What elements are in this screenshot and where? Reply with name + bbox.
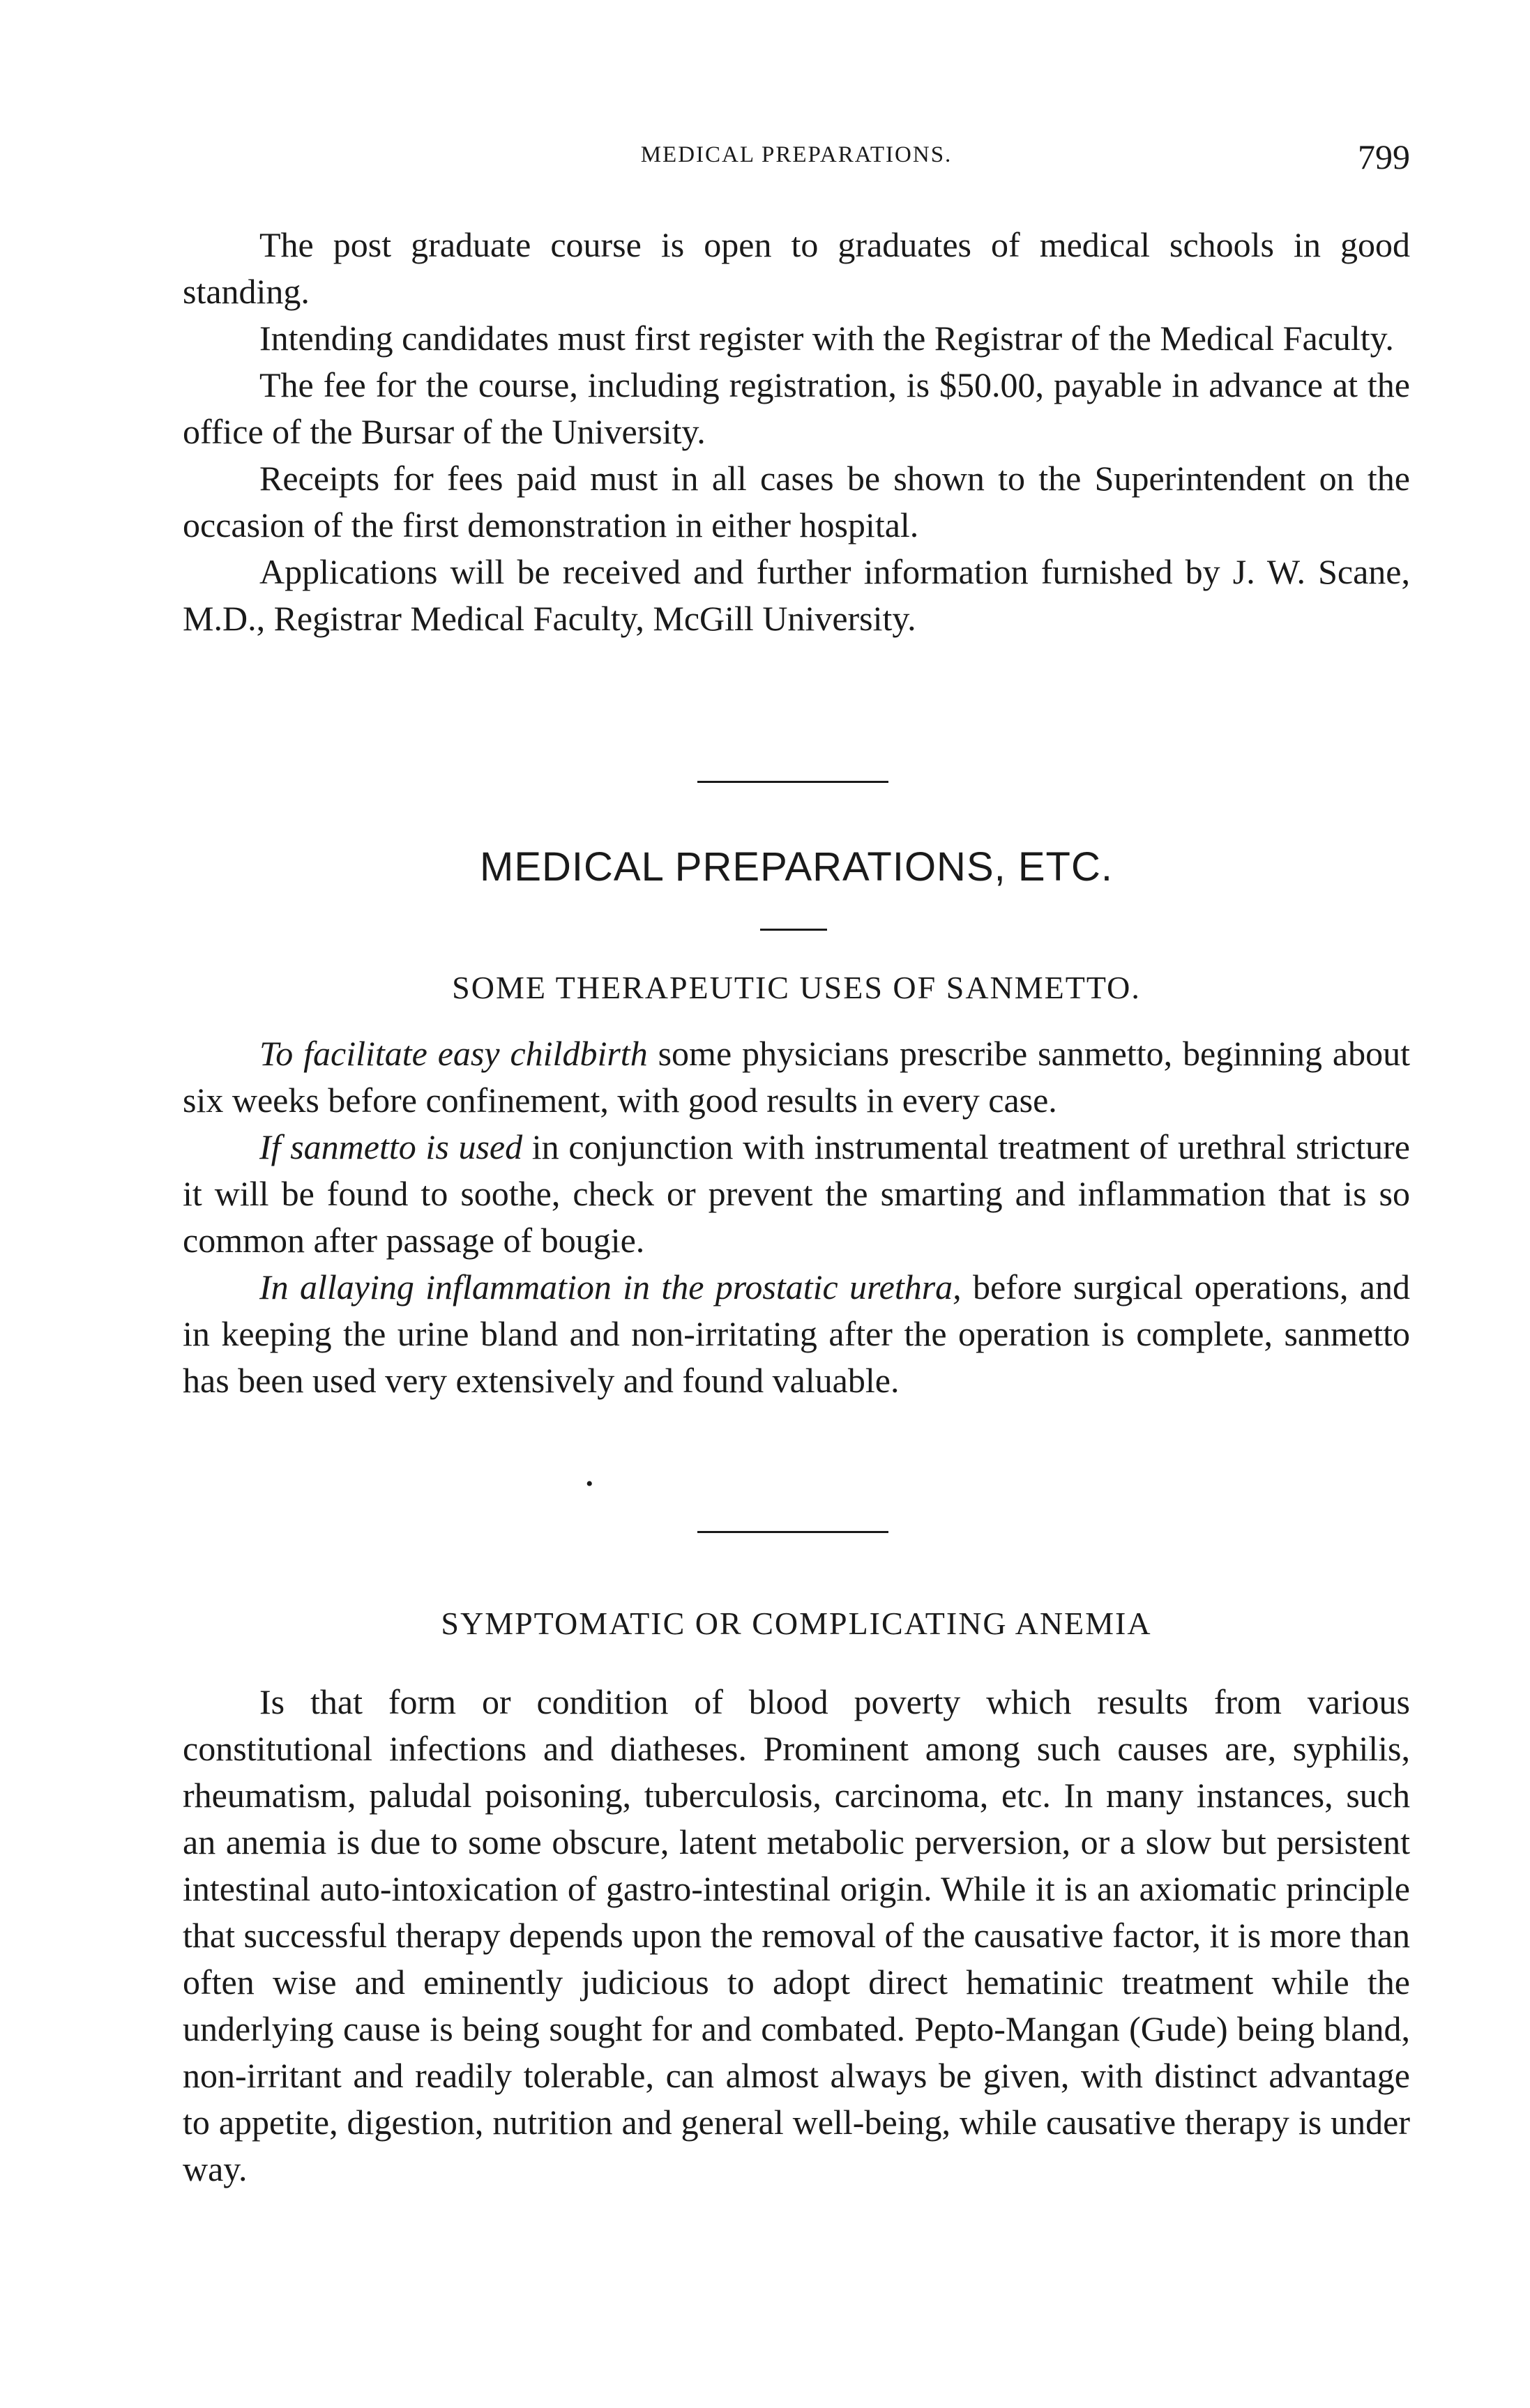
anemia-heading: SYMPTOMATIC OR COMPLICATING ANEMIA bbox=[441, 1606, 1152, 1641]
running-header bbox=[183, 137, 1410, 185]
anemia-paragraph: Is that form or condition of blood poverty which results from various constitutional infections and diatheses. Prominent among such causes are, syphilis, rheumatism, paludal poisoning, tuberculosis, carcinoma, etc. In many instances, such an anemia is due to some obscure, latent metabolic perversion, or a slow but persistent intestinal auto-intoxication of gastro-intestinal origin. While it is an axiomatic principle that successful therapy depends upon the removal of the causative factor, it is more than often wise and eminently judicious to adopt direct hematinic treatment while the underlying cause is being sought for and combated. Pepto-Mangan (Gude) being bland, non-irritant and readily tolerable, can almost always be given, with distinct advantage to appetite, digestion, nutrition and general well-being, while causative therapy is under way. bbox=[183, 1682, 1410, 2188]
sanmetto-paragraph bbox=[183, 1124, 1410, 1264]
paragraph-body: in conjunction with instrumental treatment of urethral stricture it will be found to soothe, check or prevent the smarting and inflammation that is so common after passage of bougie. bbox=[183, 1127, 1410, 1260]
sanmetto-paragraph bbox=[183, 1030, 1410, 1124]
anemia-text bbox=[183, 1679, 1410, 2193]
intro-text bbox=[183, 222, 1410, 642]
paragraph-body: before surgical operations, and in keeping the urine bland and non-irritating after the operation is complete, sanmetto has been used very extensively and found valuable. bbox=[183, 1267, 1410, 1400]
intro-paragraph: Intending candidates must first register with the Registrar of the Medical Faculty. bbox=[259, 319, 1394, 358]
paragraph-body: some physicians prescribe sanmetto, beginning about six weeks before confinement, with good results in every case. bbox=[183, 1034, 1410, 1120]
sanmetto-heading: SOME THERAPEUTIC USES OF SANMETTO. bbox=[452, 970, 1141, 1005]
sanmetto-paragraph bbox=[183, 1264, 1410, 1404]
page-number: 799 bbox=[1358, 137, 1410, 176]
section-title: MEDICAL PREPARATIONS, ETC. bbox=[480, 844, 1113, 890]
sanmetto-text bbox=[183, 1030, 1410, 1404]
intro-paragraph: The fee for the course, including registration, is $50.00, payable in advance at the office of the Bursar of the University. bbox=[183, 365, 1410, 451]
intro-paragraph: Receipts for fees paid must in all cases be shown to the Superintendent on the occasion of the first demonstration in either hospital. bbox=[183, 459, 1410, 544]
short-divider bbox=[760, 929, 827, 931]
stray-dot-mark: • bbox=[586, 1472, 593, 1495]
italic-lead: To facilitate easy childbirth bbox=[259, 1034, 648, 1073]
intro-paragraph: The post graduate course is open to graduates of medical schools in good standing. bbox=[183, 225, 1410, 311]
intro-paragraph: Applications will be received and further information furnished by J. W. Scane, M.D., Registrar Medical Faculty, McGill University. bbox=[183, 552, 1410, 638]
italic-lead: If sanmetto is used bbox=[259, 1127, 523, 1166]
running-title: MEDICAL PREPARATIONS. bbox=[640, 142, 953, 167]
italic-lead: In allaying inflammation in the prostatic urethra, bbox=[259, 1267, 962, 1306]
section-divider bbox=[697, 1531, 888, 1533]
section-divider bbox=[697, 781, 888, 783]
